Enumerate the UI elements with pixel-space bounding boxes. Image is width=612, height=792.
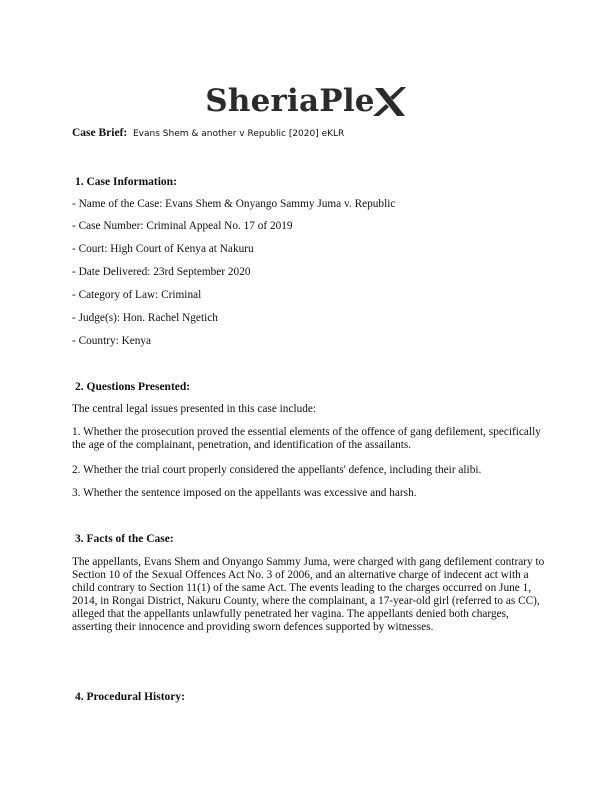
case-info-item: - Judge(s): Hon. Rachel Ngetich [72, 312, 218, 324]
case-info-item: - Case Number: Criminal Appeal No. 17 of 2019 [72, 220, 293, 232]
procedural-history-heading: 4. Procedural History: [75, 691, 185, 703]
question-item: 2. Whether the trial court properly considered the appellants' defence, including their alibi. [72, 464, 482, 476]
case-brief-line [72, 127, 344, 139]
question-item: 1. Whether the prosecution proved the essential elements of the offence of gang defilement, specifically the age of the complainant, penetration, and identification of the assailants. [72, 426, 541, 452]
case-info-item: - Court: High Court of Kenya at Nakuru [72, 243, 254, 255]
case-brief-label: Case Brief: [72, 127, 128, 139]
question-item: 3. Whether the sentence imposed on the appellants was excessive and harsh. [72, 487, 417, 499]
facts-heading: 3. Facts of the Case: [75, 533, 174, 545]
x-logo-icon [373, 87, 407, 117]
questions-intro: The central legal issues presented in this case include: [72, 403, 317, 415]
logo-text: SheriaPle [205, 82, 375, 119]
facts-paragraph: The appellants, Evans Shem and Onyango Sammy Juma, were charged with gang defilement contrary to Section 10 of the Sexual Offences Act No. 3 of 2006, and an alternative charge of indecent act with a child contrary to Section 11(1) of the same Act. The events leading to the charges occurred on June 1, 2014, in Rongai District, Nakuru County, where the complainant, a 17-year-old girl (referred to as CC), alleged that the appellants unlawfully penetrated her vagina. The appellants denied both charges, asserting their innocence and providing sworn defences supported by witnesses. [72, 556, 545, 634]
questions-heading: 2. Questions Presented: [75, 381, 191, 393]
case-info-item: - Date Delivered: 23rd September 2020 [72, 266, 251, 278]
sheriaplex-logo [0, 78, 612, 124]
case-brief-title: Evans Shem & another v Republic [2020] eKLR [133, 129, 345, 139]
case-information-heading: 1. Case Information: [75, 176, 177, 188]
logo-wordmark [205, 82, 406, 119]
case-info-item: - Country: Kenya [72, 335, 152, 347]
case-info-item: - Name of the Case: Evans Shem & Onyango Sammy Juma v. Republic [72, 198, 396, 210]
case-info-item: - Category of Law: Criminal [72, 289, 202, 301]
